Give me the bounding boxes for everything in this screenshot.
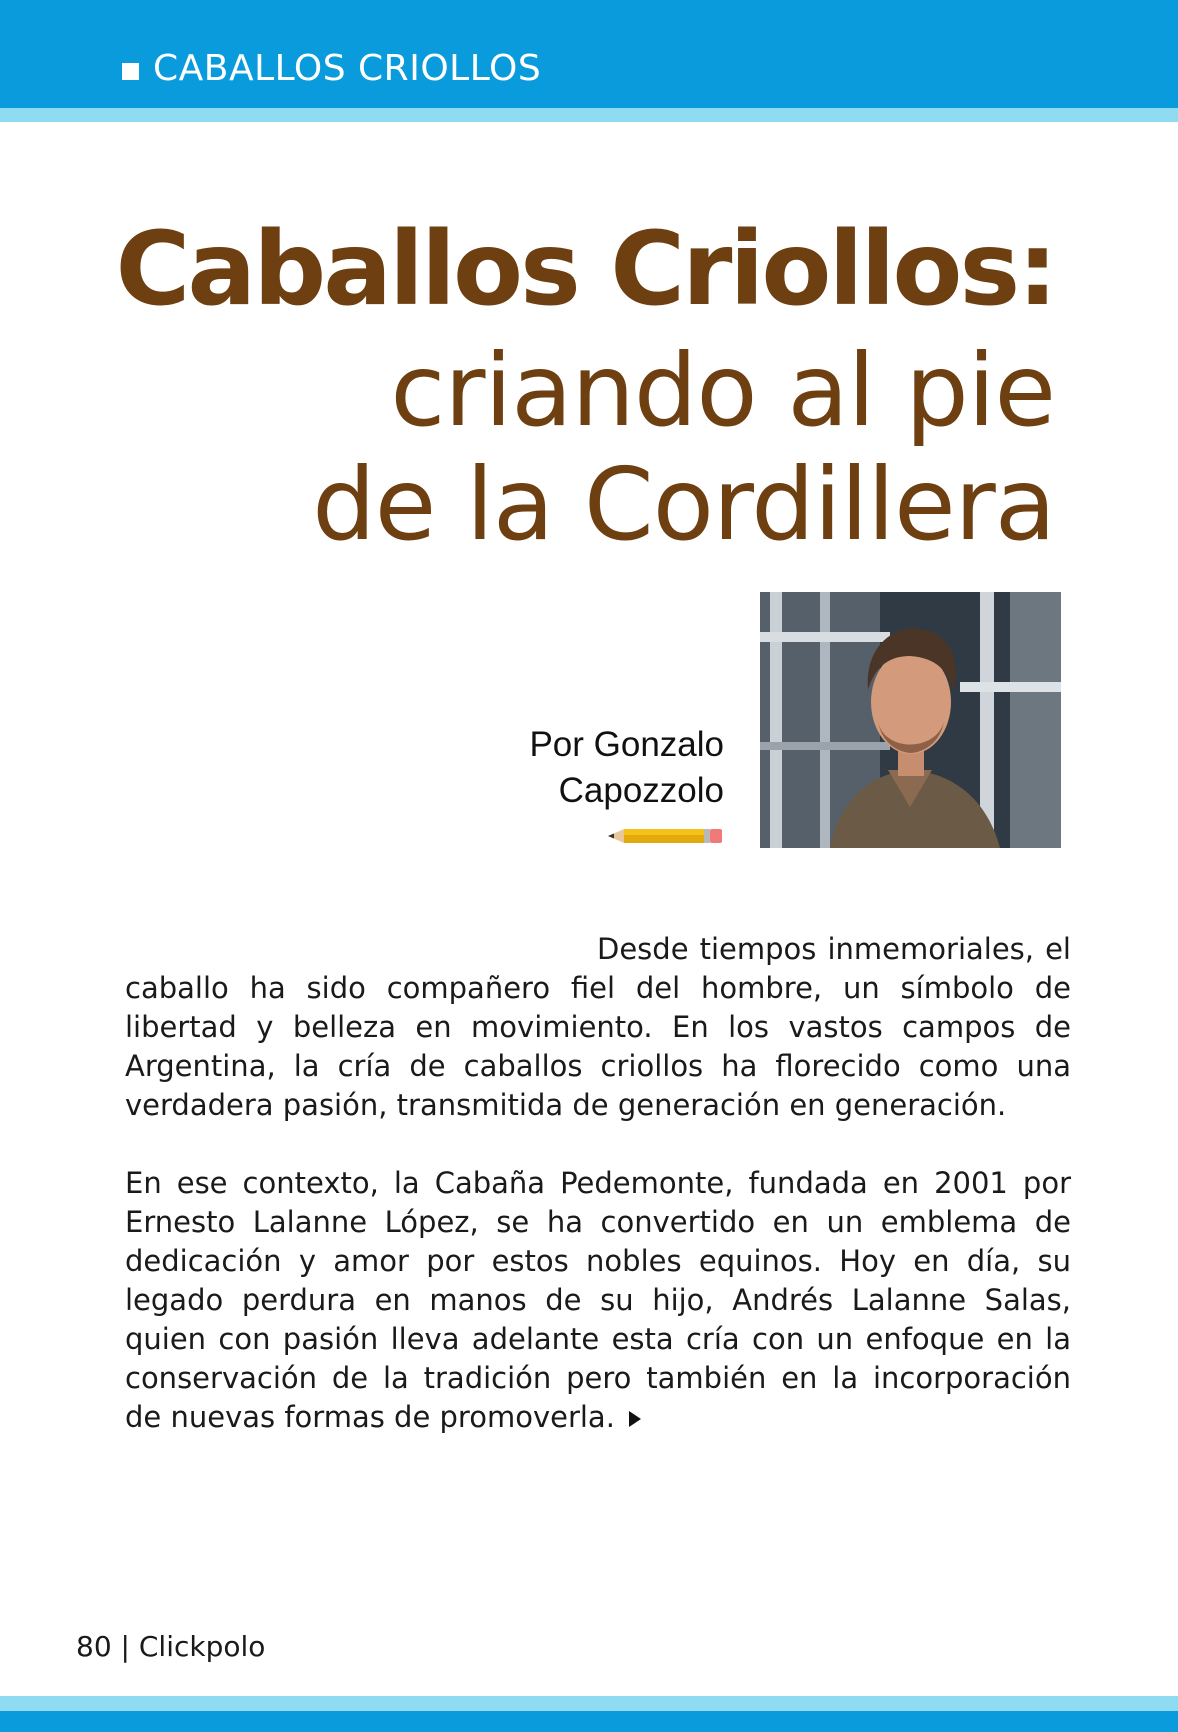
square-bullet-icon — [122, 63, 139, 80]
paragraph-2 — [125, 1164, 1071, 1437]
top-accent-stripe — [0, 108, 1178, 122]
byline — [529, 722, 724, 814]
article-title — [55, 206, 1055, 562]
paragraph-1: Desde tiempos inmemoriales, el caballo ha sido compañero fiel del hombre, un símbolo de libertad y belleza en movimiento. En los vastos campos de Argentina, la cría de caballos criollos ha florecido como una verdadera pasión, transmitida de generación en generación. — [125, 932, 1071, 1122]
title-line-3: de la Cordillera — [312, 446, 1055, 563]
bottom-color-band — [0, 1711, 1178, 1732]
paragraph-2-text: En ese contexto, la Cabaña Pedemonte, fundada en 2001 por Ernesto Lalanne López, se ha convertido en un emblema de dedicación y amor por estos nobles equinos. Hoy en día, su legado perdura en manos de su hijo, Andrés Lalanne Salas, quien con pasión lleva adelante esta cría con un enfoque en la conservación de la tradición pero también en la incorporación de nuevas formas de promoverla. — [125, 1166, 1071, 1434]
section-header — [122, 47, 541, 91]
title-line-1: Caballos Criollos: — [115, 210, 1055, 329]
byline-line-1: Por Gonzalo — [529, 725, 724, 764]
title-line-2: criando al pie — [390, 332, 1055, 449]
page-folio: 80 | Clickpolo — [76, 1630, 266, 1663]
author-photo — [760, 592, 1061, 848]
bottom-accent-stripe — [0, 1696, 1178, 1711]
article-body — [125, 930, 1071, 1476]
section-label: CABALLOS CRIOLLOS — [153, 48, 542, 89]
byline-line-2: Capozzolo — [558, 771, 724, 810]
pencil-icon — [608, 826, 724, 846]
continue-arrow-icon — [629, 1411, 641, 1427]
